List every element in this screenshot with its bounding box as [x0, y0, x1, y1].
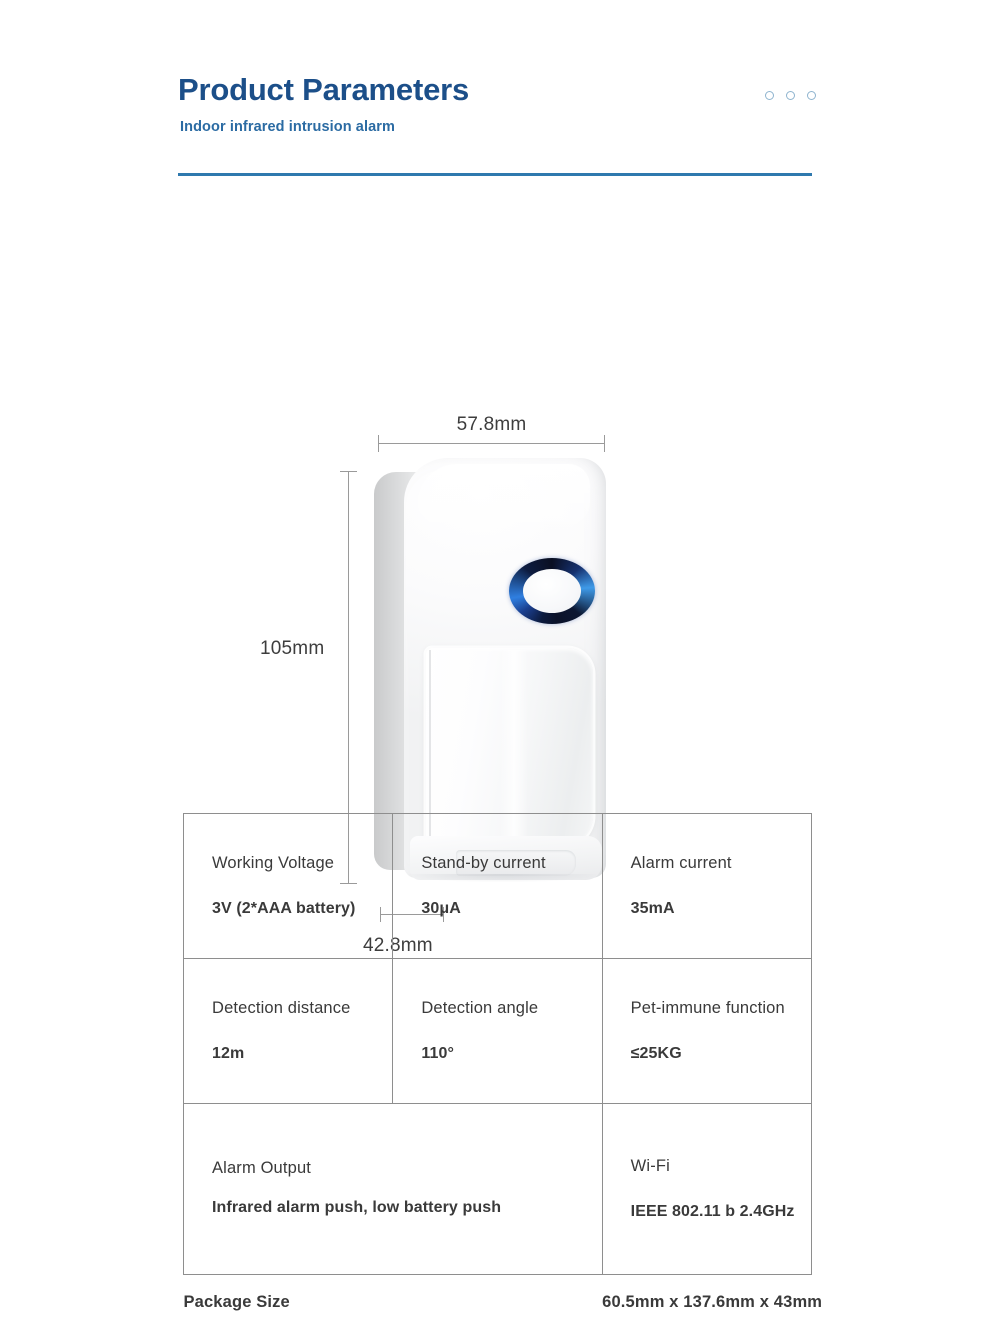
- height-dimension-cap-top: [340, 471, 357, 472]
- cell-label: Alarm Output: [212, 1158, 312, 1177]
- page-header: [178, 72, 814, 135]
- cell-label: Detection angle: [421, 999, 539, 1017]
- led-indicator-ring-icon: [509, 558, 595, 624]
- circle-dot-icon: [786, 91, 795, 100]
- circle-dot-icon: [807, 91, 816, 100]
- circle-dot-icon: [765, 91, 774, 100]
- cell-label: Alarm current: [630, 854, 732, 872]
- decorative-dots: [765, 91, 816, 100]
- package-size-value: 60.5mm x 137.6mm x 43mm: [602, 1293, 823, 1311]
- cell-label: Wi-Fi: [630, 1157, 670, 1175]
- header-divider: [178, 173, 812, 176]
- cell-value: Infrared alarm push, low battery push: [212, 1198, 502, 1216]
- height-dimension-label: 105mm: [260, 638, 325, 659]
- table-row: [184, 1104, 812, 1275]
- cell-label: Stand-by current: [421, 854, 546, 872]
- device-top-highlight: [418, 464, 590, 542]
- package-size-label: Package Size: [183, 1293, 290, 1311]
- table-cell-detection-angle: [393, 959, 602, 1104]
- package-size-label-cell: [184, 1275, 603, 1313]
- width-dimension-cap-right: [604, 435, 605, 452]
- led-ring-center: [523, 569, 581, 613]
- cell-value: 3V (2*AAA battery): [212, 900, 356, 917]
- width-dimension-line: [378, 443, 605, 444]
- cell-value: ≤25KG: [630, 1045, 682, 1062]
- cell-value: IEEE 802.11 b 2.4GHz: [630, 1203, 795, 1220]
- package-size-value-cell: [602, 1275, 823, 1313]
- cell-value: 35mA: [630, 900, 675, 917]
- table-cell-alarm-current: [602, 814, 811, 959]
- width-dimension-label: 57.8mm: [456, 414, 527, 435]
- table-row: [184, 814, 812, 959]
- cell-value: 110°: [421, 1045, 454, 1062]
- cell-value: 12m: [212, 1045, 245, 1062]
- cell-label: Working Voltage: [212, 854, 335, 872]
- table-cell-standby-current: [393, 814, 602, 959]
- cell-value: 30μA: [421, 900, 461, 917]
- table-row: [184, 959, 812, 1104]
- cell-label: Pet-immune function: [630, 999, 785, 1017]
- width-dimension-cap-left: [378, 435, 379, 452]
- table-cell-pet-immune-function: [602, 959, 811, 1104]
- table-cell-detection-distance: [184, 959, 393, 1104]
- table-cell-alarm-output: [184, 1104, 603, 1275]
- cell-label: Detection distance: [212, 999, 351, 1017]
- table-cell-working-voltage: [184, 814, 393, 959]
- depth-dimension-label: 42.8mm: [363, 935, 433, 956]
- table-cell-wifi: [602, 1104, 811, 1275]
- table-footer-row: [184, 1275, 812, 1313]
- specifications-table: [183, 813, 823, 1312]
- page-title: Product Parameters: [178, 72, 470, 107]
- page-subtitle: Indoor infrared intrusion alarm: [180, 118, 395, 135]
